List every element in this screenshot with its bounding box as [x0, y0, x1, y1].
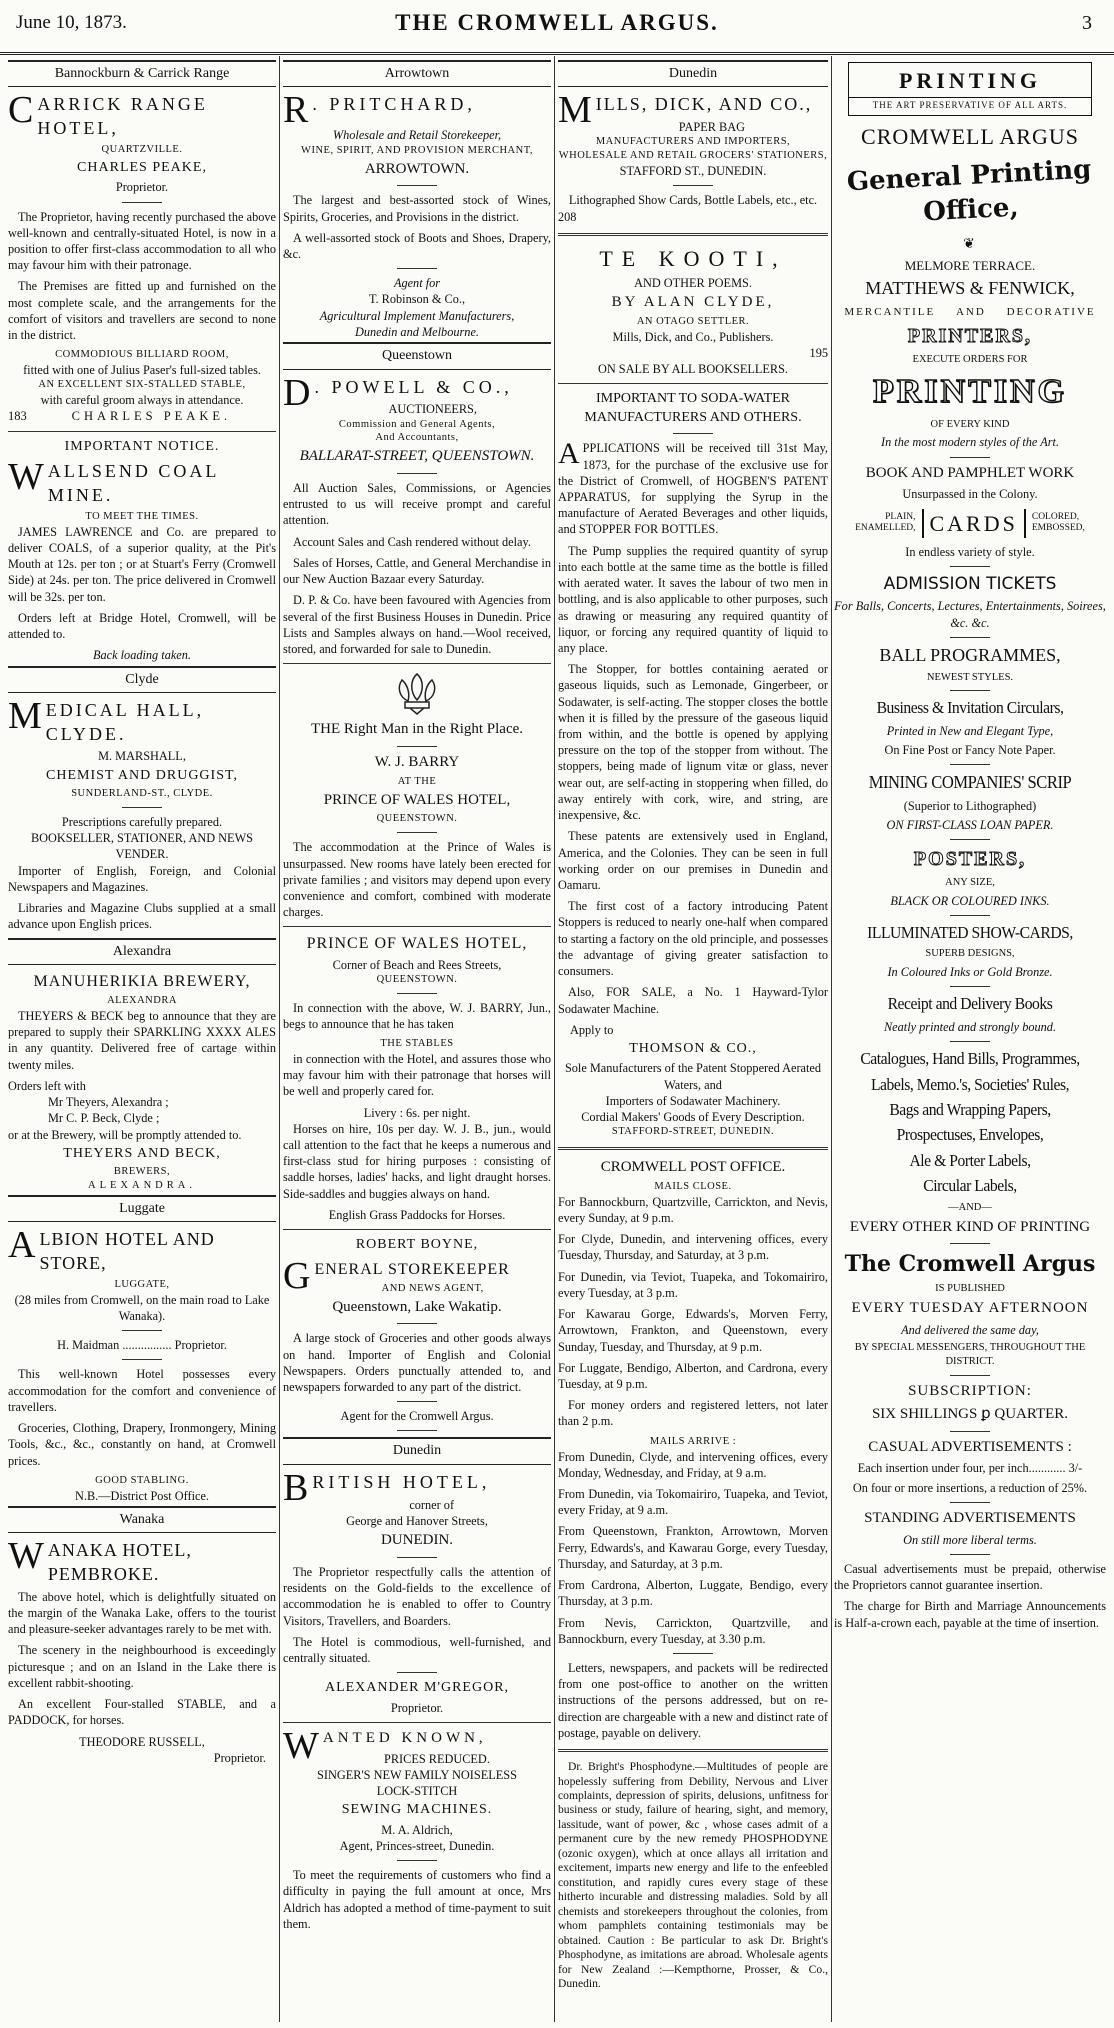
ad-line: ALEXANDRA.: [88, 1180, 196, 1192]
ad-text: A well-assorted stock of Boots and Shoes, Drapery, &c.: [283, 230, 551, 261]
ad-line: Agricultural Implement Manufacturers,: [319, 308, 515, 323]
ad-title: TE KOOTI,: [599, 245, 787, 271]
ad-place: ALEXANDRA: [107, 995, 177, 1007]
notice-text: From Cardrona, Alberton, Luggate, Bendigo, every Thursday, at 3 p.m.: [558, 1578, 828, 1609]
line: NEWEST STYLES.: [926, 671, 1014, 683]
ad-line: COMMODIOUS BILLIARD ROOM,: [55, 349, 229, 361]
ad-wanaka-hotel: [8, 1535, 276, 1766]
ad-title: . POWELL & CO.,: [314, 376, 513, 397]
notice-sub: MAILS CLOSE.: [654, 1180, 732, 1192]
line: The Cromwell Argus: [844, 1251, 1096, 1278]
prince-of-wales-feathers-icon: [388, 670, 446, 716]
line: Receipt and Delivery Books: [887, 994, 1053, 1014]
line: MINING COMPANIES' SCRIP: [868, 772, 1072, 793]
paper-title: THE CROMWELL ARGUS.: [395, 10, 719, 35]
ad-powell: [283, 371, 551, 658]
proprietor-role: Proprietor.: [115, 180, 169, 195]
line: ENAMELLED,: [855, 523, 916, 534]
ad-text: in connection with the Hotel, and assures those who may favour him with their patronage that horses will be well and properly cared for.: [283, 1051, 551, 1099]
ad-line: CHEMIST AND DRUGGIST,: [46, 767, 238, 783]
cards-block: [834, 509, 1106, 538]
notice-text: From Queenstown, Frankton, Arrowtown, Morven Ferry, Edwards's, and Kawarau Gorge, every Tuesday, Thursday, and Saturday, at 3 p.m.: [558, 1524, 828, 1571]
ad-text: THEYERS & BECK beg to announce that they are prepared to supply their SPARKLING XXXX ALES in any quantity. Delivered free of cartage within twenty miles.: [8, 1008, 276, 1072]
ad-wanted-known: [283, 1724, 551, 1932]
ad-line: AUCTIONEERS,: [388, 402, 477, 417]
ad-pritchard: [283, 89, 551, 340]
line: Ale & Porter Labels,: [909, 1150, 1031, 1170]
ad-line: BALLARAT-STREET, QUEENSTOWN.: [299, 448, 535, 465]
notice-text: Letters, newspapers, and packets will be redirected from one post-office to another on the written instructions of the persons addressed, but on re-direction are chargeable with a new and distinct rate of postage, payable on delivery.: [558, 1660, 828, 1740]
drop-cap: B: [283, 1466, 309, 1509]
arc-word: AND: [955, 305, 986, 318]
ad-title: ARRICK RANGE HOTEL,: [37, 94, 208, 139]
line: OF EVERY KIND: [930, 418, 1010, 430]
ad-line: Cordial Makers' Goods of Every Description.: [581, 1110, 805, 1125]
ad-text: The Hotel is commodious, well-furnished, and centrally situated.: [283, 1634, 551, 1665]
ad-line: Apply to: [570, 1022, 614, 1037]
line: BOOK AND PAMPHLET WORK: [865, 464, 1075, 481]
line: On four or more insertions, a reduction of 25%.: [852, 1480, 1088, 1495]
ad-text: Horses on hire, 10s per day. W. J. B., jun., would call attention to the fact that he keeps a numerous and first-class stud for hiring purposes : consisting of saddle horses, ladies' hacks, and light draught horses. Side-saddles and buggies always on hand.: [283, 1121, 551, 1201]
line: ILLUMINATED SHOW-CARDS,: [867, 922, 1073, 942]
ad-title: EDICAL HALL, CLYDE.: [45, 699, 205, 744]
line: POSTERS,: [913, 848, 1027, 871]
ad-line: SINGER'S NEW FAMILY NOISELESS: [317, 1767, 517, 1782]
ad-line: ARROWTOWN.: [364, 160, 470, 177]
line: In the most modern styles of the Art.: [880, 435, 1060, 450]
ad-phosphodyne: [558, 1760, 828, 1992]
drop-cap: W: [283, 1724, 319, 1767]
line: EVERY TUESDAY AFTERNOON: [851, 1300, 1089, 1317]
ad-text: The largest and best-assorted stock of Wines, Spirits, Groceries, and Provisions in the district.: [283, 193, 551, 224]
ad-signature: THEYERS AND BECK,: [63, 1145, 221, 1161]
ad-text: In connection with the above, W. J. BARRY, Jun., begs to announce that he has taken: [283, 1000, 551, 1031]
section-heading: Dunedin: [283, 1437, 551, 1464]
ad-soda-water: [558, 390, 828, 1139]
line: SUPERB DESIGNS,: [925, 948, 1015, 960]
drop-cap: C: [8, 89, 34, 132]
ad-line: Lithographed Show Cards, Bottle Labels, etc., etc.: [568, 193, 818, 208]
ad-text: Dr. Bright's Phosphodyne.—Multitudes of people are hopelessly suffering from Debility, Nervous and Liver complaints, depression of spirits, delusions, unfitness for business or study, failure of hearing, sight, and memory, lassitude, want of power, &c , whose cases admit of a permanent cure by the new remedy PHOSPHODYNE (ozonic oxygen), which at once allays all irritation and excitement, imparts new energy and life to the enfeebled constitution, and rapidly cures every stage of these hitherto incurable and distressing maladies. Sold by all chemists and storekeepers throughout the colonies, from whom pamphlets containing testimonials may be obtained. Caution : Be particular to ask Dr. Bright's Phosphodyne, as imitations are abroad. Wholesale agents for New Zealand :—Kempthorne, Prosser, & Co., Dunedin.: [558, 1760, 828, 1991]
ad-signature: THEODORE RUSSELL,: [79, 1734, 205, 1749]
line: SIX SHILLINGS ꝑ QUARTER.: [871, 1405, 1069, 1422]
ad-medical-hall: [8, 694, 276, 933]
ad-line: Wholesale and Retail Storekeeper,: [332, 128, 502, 143]
ad-line: with careful groom always in attendance.: [40, 393, 244, 408]
ad-line: PRINCE OF WALES HOTEL,: [306, 935, 528, 953]
line: Neatly printed and strongly bound.: [883, 1019, 1057, 1034]
ad-line: SUNDERLAND-ST., CLYDE.: [71, 788, 213, 800]
notice-text: From Dunedin, via Tokomairiro, Tuapeka, and Teviot, every Friday, at 9 a.m.: [558, 1486, 828, 1518]
line: Circular Labels,: [923, 1176, 1017, 1196]
notice-text: For Dunedin, via Teviot, Tuapeka, and Tokomairiro, every Tuesday, at 3 p.m.: [558, 1269, 828, 1300]
ad-line: M. MARSHALL,: [98, 749, 186, 764]
ad-british-hotel: [283, 1466, 551, 1716]
ad-line: AN OTAGO SETTLER.: [636, 315, 750, 327]
notice-post-office: [558, 1158, 828, 1741]
ad-albion-hotel: [8, 1224, 276, 1503]
ad-line: Proprietor.: [390, 1700, 444, 1715]
office-name: CROMWELL ARGUS: [861, 123, 1079, 149]
column-rule: [279, 56, 280, 2022]
line: Catalogues, Hand Bills, Programmes,: [860, 1049, 1080, 1069]
column-1: [8, 58, 276, 2018]
ad-line: WINE, SPIRIT, AND PROVISION MERCHANT,: [301, 144, 533, 156]
column-4: [834, 58, 1106, 2018]
ad-line: Mr C. P. Beck, Clyde ;: [48, 1111, 160, 1126]
ad-line: THE STABLES: [380, 1038, 454, 1050]
line: EVERY OTHER KIND OF PRINTING: [849, 1218, 1091, 1235]
cards-heading: CARDS: [922, 509, 1026, 538]
drop-cap: G: [283, 1254, 311, 1297]
section-heading: Dunedin: [558, 60, 828, 87]
ad-line: Orders left with: [8, 1078, 86, 1093]
line: For Balls, Concerts, Lectures, Entertainments, Soirees, &c. &c.: [834, 599, 1106, 630]
ad-text: Orders left at Bridge Hotel, Cromwell, will be attended to.: [8, 610, 276, 642]
ad-line: H. Maidman ................ Proprietor.: [57, 1338, 227, 1353]
column-2: [283, 58, 551, 2018]
ad-line: AND OTHER POEMS.: [634, 275, 752, 290]
notice-text: From Nevis, Carrickton, Quartzville, and Bannockburn, every Tuesday, at 3.30 p.m.: [558, 1615, 828, 1646]
column-rule: [554, 56, 555, 2022]
ad-line: WHOLESALE AND RETAIL GROCERS' STATIONERS,: [558, 150, 828, 162]
ad-title: ANTED KNOWN,: [322, 1729, 487, 1746]
printers-heading: PRINTERS,: [907, 325, 1033, 348]
ad-text: Groceries, Clothing, Drapery, Ironmongery, Mining Tools, &c., &c., constantly on hand, at Cromwell prices.: [8, 1421, 276, 1468]
ad-place: QUARTZVILLE.: [101, 143, 183, 155]
banner-title: PRINTING: [898, 68, 1041, 93]
ad-text: The Proprietor respectfully calls the attention of residents on the Gold-fields to the excellence of accommodation he is enabled to offer to Country Visitors, Travellers, and Boarders.: [283, 1564, 551, 1628]
ad-line: corner of: [409, 1497, 455, 1512]
line: SUBSCRIPTION:: [908, 1383, 1032, 1400]
ad-line: George and Hanover Streets,: [346, 1513, 488, 1528]
ad-line: QUEENSTOWN.: [376, 973, 458, 985]
drop-cap: A: [558, 437, 580, 471]
line: On still more liberal terms.: [903, 1532, 1037, 1547]
line: (Superior to Lithographed): [903, 799, 1037, 814]
section-heading: Queenstown: [283, 342, 551, 369]
ad-line: AT THE: [397, 775, 437, 787]
drop-cap: W: [8, 456, 44, 499]
ad-te-kooti: [558, 244, 828, 378]
ad-line: Agent for the Cromwell Argus.: [340, 1409, 494, 1424]
ad-number: 183: [8, 409, 27, 424]
line: PLAIN,: [885, 511, 916, 522]
drop-cap: W: [8, 1535, 44, 1578]
ad-line: Mills, Dick, and Co., Publishers.: [612, 329, 774, 344]
column-3: [558, 58, 828, 2018]
ad-text: This well-known Hotel possesses every accommodation for the comfort and convenience of travellers.: [8, 1367, 276, 1414]
line: CASUAL ADVERTISEMENTS :: [868, 1438, 1072, 1455]
ad-line: M. A. Aldrich,: [381, 1822, 453, 1837]
line: —AND—: [948, 1201, 992, 1213]
line: ADMISSION TICKETS: [883, 573, 1057, 594]
section-heading: Alexandra: [8, 938, 276, 965]
line: Casual advertisements must be prepaid, otherwise the Proprietors cannot guarantee insertion.: [834, 1561, 1106, 1593]
proprietor-name: CHARLES PEAKE,: [77, 159, 207, 175]
ad-wallsend-coal: [8, 438, 276, 664]
ad-text: The Proprietor, having recently purchased the above well-known and centrally-situated Hotel, is now in a position to offer first-class accommodation to all who may favour him with their patronage.: [8, 209, 276, 273]
notice-sub: MAILS ARRIVE :: [649, 1435, 737, 1447]
arc-word: MERCANTILE: [844, 305, 936, 318]
ad-line: QUEENSTOWN.: [376, 813, 458, 825]
ad-text: The Premises are fitted up and furnished on the most complete scale, and the arrangements for the comfort of visitors and travellers are second to none in the district.: [8, 279, 276, 343]
section-heading: Clyde: [8, 666, 276, 693]
line: Printed in New and Elegant Type,: [886, 723, 1054, 738]
ad-text: An excellent Four-stalled STABLE, and a PADDOCK, for horses.: [8, 1697, 276, 1728]
ad-heading: IMPORTANT TO SODA-WATER MANUFACTURERS AND OTHERS.: [584, 391, 802, 425]
ad-robert-boyne: [283, 1236, 551, 1431]
ad-line: BREWERS,: [113, 1166, 171, 1178]
ad-line: Agent, Princes-street, Dunedin.: [339, 1839, 495, 1854]
line: Unsurpassed in the Colony.: [902, 487, 1038, 502]
ad-line: Back loading taken.: [92, 648, 191, 663]
ad-title: ALLSEND COAL MINE.: [47, 461, 219, 506]
ad-line: AN EXCELLENT SIX-STALLED STABLE,: [38, 379, 246, 391]
ornament-icon: ❦: [963, 236, 977, 252]
ad-line: PRINCE OF WALES HOTEL,: [323, 791, 511, 808]
ad-line: English Grass Paddocks for Horses.: [328, 1207, 506, 1222]
ad-line: W. J. BARRY: [374, 754, 460, 771]
printing-heading: PRINTING: [872, 372, 1068, 410]
ad-signature: ALEXANDER M'GREGOR,: [324, 1680, 510, 1696]
line: STANDING ADVERTISEMENTS: [864, 1509, 1076, 1526]
ad-text: The above hotel, which is delightfully situated on the margin of the Wanaka Lake, offers to the tourist and pleasure-seeker advantages rarely to be met with.: [8, 1589, 276, 1637]
line: BLACK OR COLOURED INKS.: [890, 893, 1050, 908]
line: EMBOSSED,: [1031, 523, 1085, 534]
ad-line: Mr Theyers, Alexandra ;: [48, 1095, 169, 1110]
printers-names: MATTHEWS & FENWICK,: [865, 278, 1075, 299]
line: Bags and Wrapping Papers,: [889, 1099, 1051, 1119]
line: And delivered the same day,: [901, 1323, 1039, 1338]
line: COLORED,: [1031, 511, 1080, 522]
ad-line: fitted with one of Julius Paser's full-sized tables.: [23, 363, 261, 378]
ad-text: Sales of Horses, Cattle, and General Merchandise in our New Auction Bazaar every Saturday.: [283, 555, 551, 587]
ad-number: 195: [809, 345, 828, 360]
notice-text: For money orders and registered letters, not later than 2 p.m.: [558, 1398, 828, 1429]
ad-text: Importer of English, Foreign, and Colonial Newspapers and Magazines.: [8, 863, 276, 894]
ad-line: Commission and General Agents,: [338, 418, 496, 430]
ad-line: or at the Brewery, will be promptly attended to.: [8, 1127, 242, 1142]
ad-manuherikia-brewery: [8, 971, 276, 1193]
column-rule: [831, 56, 832, 2022]
ad-text: Libraries and Magazine Clubs supplied at a small advance upon English prices.: [8, 901, 276, 932]
ad-line: MANUFACTURERS AND IMPORTERS,: [595, 136, 791, 148]
ad-signature: THOMSON & CO.,: [629, 1040, 757, 1056]
office-subtitle: General Printing Office,: [846, 154, 1093, 228]
line: IS PUBLISHED: [935, 1283, 1005, 1295]
ad-prince-of-wales: [283, 720, 551, 1223]
page-number: 3: [1082, 12, 1092, 34]
ad-line: GOOD STABLING.: [95, 1474, 189, 1486]
notice-text: For Bannockburn, Quartzville, Carrickton, and Nevis, every Sunday, at 9 p.m.: [558, 1194, 828, 1226]
ad-text: Also, FOR SALE, a No. 1 Hayward-Tylor Sodawater Machine.: [558, 985, 828, 1016]
ad-text: D. P. & Co. have been favoured with Agencies from several of the first Business Houses in Dunedin. Price Lists and Samples always on hand.—Wool received, stored, and forwarded for sale to Dunedin.: [283, 593, 551, 657]
ad-number: 208: [558, 209, 577, 224]
line: On Fine Post or Fancy Note Paper.: [884, 743, 1056, 758]
section-heading: Wanaka: [8, 1506, 276, 1533]
ad-title: MANUHERIKIA BREWERY,: [33, 973, 251, 991]
drop-cap: A: [8, 1224, 36, 1267]
ad-heading: IMPORTANT NOTICE.: [64, 438, 220, 454]
ad-line: Queenstown, Lake Wakatip.: [332, 1298, 502, 1315]
ad-place: LUGGATE,: [114, 1278, 170, 1290]
ad-line: Sole Manufacturers of the Patent Stoppered Aerated Waters, and: [564, 1061, 822, 1092]
ad-signature: CHARLES PEAKE.: [71, 409, 232, 424]
ad-title: RITISH HOTEL,: [312, 1471, 491, 1492]
line: Prospectuses, Envelopes,: [896, 1125, 1044, 1145]
ad-text: To meet the requirements of customers who find a difficulty in paying the full amount at once, Mrs Aldrich has adopted a method of time-payment to suit them.: [283, 1868, 551, 1931]
ad-line: Proprietor.: [213, 1750, 266, 1765]
line: In endless variety of style.: [905, 544, 1035, 559]
ad-text: The first cost of a factory introducing Patent Stoppers is reduced to nearly one-half when compared to starting a factory on the old principle, and possesses the advantage of giving greater satisfaction to consumers.: [558, 899, 828, 979]
ad-line: DUNEDIN.: [380, 1532, 454, 1549]
ad-text: Account Sales and Cash rendered without delay.: [293, 534, 531, 549]
ad-title: THE Right Man in the Right Place.: [310, 721, 524, 738]
ad-line: T. Robinson & Co.,: [368, 292, 466, 307]
section-heading: Arrowtown: [283, 60, 551, 87]
line: BY SPECIAL MESSENGERS, THROUGHOUT THE DISTRICT.: [854, 1342, 1086, 1368]
ad-sub: TO MEET THE TIMES.: [85, 510, 199, 522]
ad-title: ANAKA HOTEL, PEMBROKE.: [47, 1540, 192, 1585]
ad-text: The Pump supplies the required quantity of syrup into each bottle at the same time as the bottle is filled with aerated water. It saves the labour of two men in bottling, and is also applicable to other purposes, such as drawing or measuring any required quantity of liquor, or forcing any required quantity of liquid to any place.: [558, 543, 828, 655]
banner-sub: THE ART PRESERVATIVE OF ALL ARTS.: [849, 97, 1091, 112]
ad-title: ILLS, DICK, AND CO.,: [595, 94, 813, 115]
line: ON FIRST-CLASS LOAN PAPER.: [886, 818, 1054, 833]
line: Each insertion under four, per inch............ 3/-: [857, 1461, 1083, 1476]
ad-title: LBION HOTEL AND STORE,: [39, 1229, 215, 1274]
ad-line: Agent for: [393, 276, 441, 291]
line: EXECUTE ORDERS FOR: [912, 353, 1028, 365]
notice-text: For Kawarau Gorge, Edwards's, Morven Ferry, Arrowtown, Frankton, and Queenstown, every Sunday, Tuesday, and Thursday, at 9 p.m.: [558, 1307, 828, 1354]
ad-line: (28 miles from Cromwell, on the main road to Lake Wanaka).: [14, 1292, 270, 1323]
arc-word: DECORATIVE: [1006, 305, 1096, 318]
notice-text: For Luggate, Bendigo, Alberton, and Cardrona, every Tuesday, at 9 p.m.: [558, 1360, 828, 1392]
ad-text: All Auction Sales, Commissions, or Agencies entrusted to us will receive prompt and careful attention.: [283, 481, 551, 528]
ad-text: The accommodation at the Prince of Wales is unsurpassed. New rooms have lately been erected for private families ; and visitors may depend upon every convenience and comfort, combined with moderate charges.: [283, 840, 551, 920]
ad-text: PPLICATIONS will be received till 31st May, 1873, for the purchase of the exclusive use for the District of Cromwell, of HOGBEN'S PATENT APPARATUS, for supplying the Syrup in the manufacture of Aerated Beverages and other liquids, and STOPPER FOR BOTTLES.: [558, 441, 828, 537]
ad-line: Importers of Sodawater Machinery.: [605, 1093, 781, 1108]
ad-line: AND NEWS AGENT,: [381, 1282, 484, 1294]
ad-text: A large stock of Groceries and other goods always on hand. Importer of English and Colonial Newspapers. Orders punctually attended to, and newspapers forwarded to any part of the district.: [283, 1331, 551, 1394]
ad-text: The scenery in the neighbourhood is exceedingly picturesque ; and on an Island in the Lake there is excellent rabbit-shooting.: [8, 1643, 276, 1690]
ad-line: STAFFORD-STREET, DUNEDIN.: [611, 1126, 775, 1138]
line: The charge for Birth and Marriage Announcements is Half-a-crown each, payable at the time of insertion.: [834, 1599, 1106, 1630]
issue-date: June 10, 1873.: [16, 12, 127, 33]
ad-line: ON SALE BY ALL BOOKSELLERS.: [597, 362, 789, 377]
line: In Coloured Inks or Gold Bronze.: [887, 965, 1053, 980]
ad-line: Livery : 6s. per night.: [363, 1105, 471, 1120]
ad-text: These patents are extensively used in England, America, and the Colonies. They can be seen in full working order on our premises in Dunedin and Oamaru.: [558, 829, 828, 892]
ad-line: PAPER BAG: [678, 120, 745, 135]
drop-cap: M: [8, 694, 42, 737]
ad-line: And Accountants,: [375, 432, 459, 444]
ad-line: Prescriptions carefully prepared.: [61, 815, 223, 830]
notice-text: From Dunedin, Clyde, and intervening offices, every Monday, Wednesday, and Friday, at 9 a.m.: [558, 1449, 828, 1480]
ad-line: PRICES REDUCED.: [383, 1751, 490, 1766]
ad-text: JAMES LAWRENCE and Co. are prepared to deliver COALS, of a superior quality, at the Pit's Mouth at 12s. per ton ; or at Stuart's Ferry (Cromwell Side) at 24s. per ton. The price delivered in Cromwell will be 32s. per ton.: [8, 524, 276, 604]
ad-line: N.B.—District Post Office.: [74, 1488, 209, 1503]
notice-heading: CROMWELL POST OFFICE.: [600, 1159, 786, 1176]
ad-line: STAFFORD ST., DUNEDIN.: [619, 164, 767, 179]
ad-title: ENERAL STOREKEEPER: [314, 1260, 510, 1278]
drop-cap: D: [283, 371, 311, 414]
office-address: MELMORE TERRACE.: [904, 258, 1036, 274]
drop-cap: M: [558, 89, 592, 132]
ad-line: Dunedin and Melbourne.: [355, 324, 479, 339]
ad-text: The Stopper, for bottles containing aerated or gaseous liquids, such as Lemonade, Gingerbeer, or Sodawater, is self-acting. The stopper closes the bottle when it is filled by the pressure of the gaseous liquid from within, and the bottle is opened by applying pressure on the top of the stopper from without. The stoppers, being made of lignum vitæ or glass, never wear out, are self-acting in stoppering when filled, do away entirely with cork, wire, and string, are inexpensive, &c.: [558, 662, 828, 823]
notice-text: For Clyde, Dunedin, and intervening offices, every Tuesday, Thursday, and Saturday, at 3 p.m.: [558, 1232, 828, 1263]
drop-cap: R: [283, 89, 309, 132]
ad-line: SEWING MACHINES.: [341, 1802, 493, 1818]
ad-line: BY ALAN CLYDE,: [611, 294, 775, 311]
ad-line: Corner of Beach and Rees Streets,: [332, 957, 502, 972]
ad-mills-dick: [558, 89, 828, 224]
ad-line: ROBERT BOYNE,: [355, 1237, 479, 1253]
line: ANY SIZE,: [945, 876, 995, 888]
line: Labels, Memo.'s, Societies' Rules,: [870, 1074, 1070, 1094]
section-heading: Luggate: [8, 1195, 276, 1222]
ad-line: BOOKSELLER, STATIONER, AND NEWS VENDER.: [30, 831, 254, 862]
ad-carrick-range-hotel: [8, 89, 276, 424]
section-heading: Bannockburn & Carrick Range: [8, 60, 276, 87]
line: Business & Invitation Circulars,: [876, 698, 1064, 718]
ad-title: . PRITCHARD,: [312, 94, 476, 115]
masthead: [0, 0, 1114, 55]
printing-banner: [848, 62, 1092, 116]
ad-line: LOCK-STITCH: [376, 1784, 458, 1799]
line: BALL PROGRAMMES,: [879, 644, 1061, 665]
